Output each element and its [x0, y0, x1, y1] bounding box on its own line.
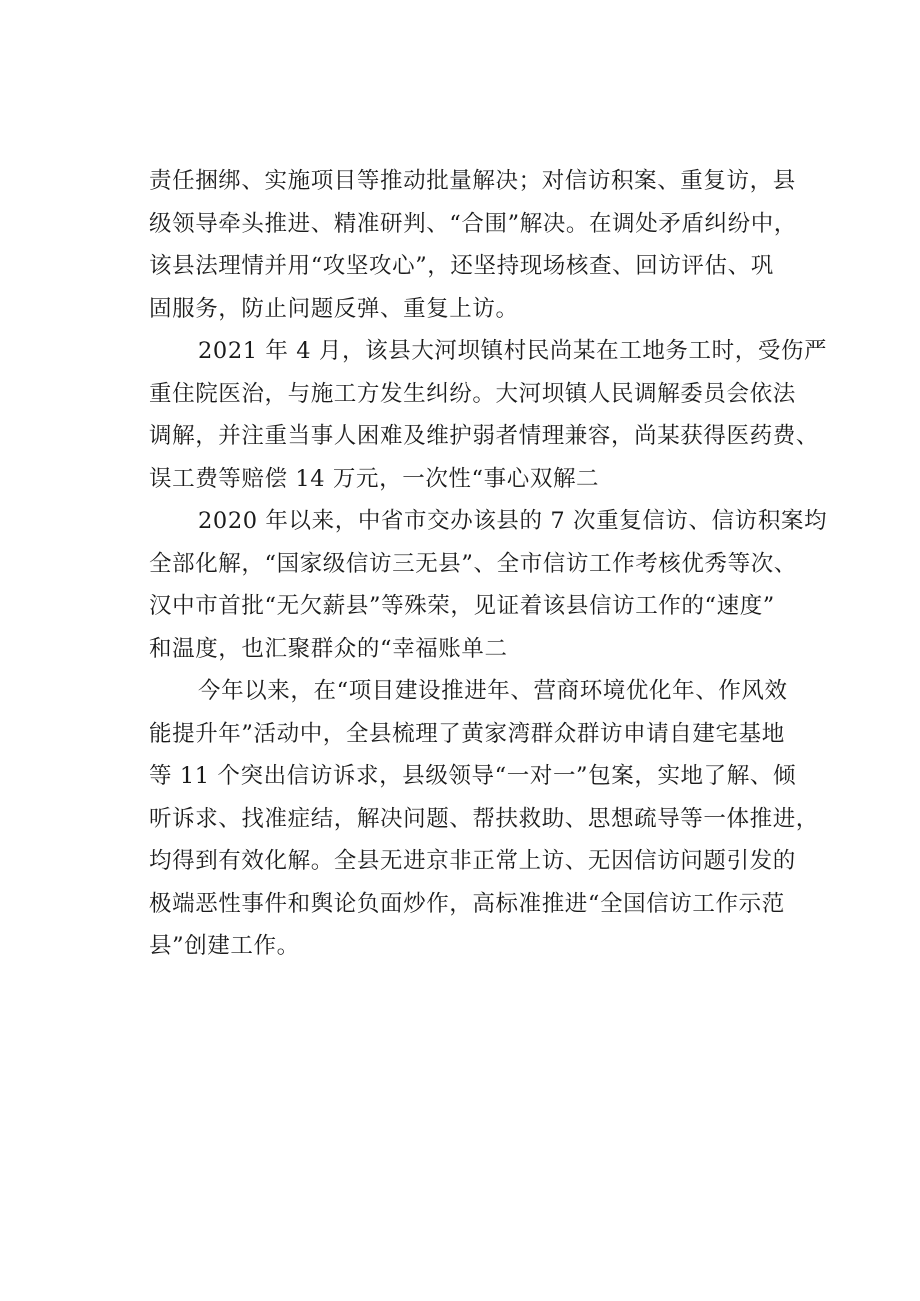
text-line: 2021 年 4 月，该县大河坝镇村民尚某在工地务工时，受伤严	[198, 338, 828, 364]
text-line: 2020 年以来，中省市交办该县的 7 次重复信访、信访积案均	[198, 508, 828, 534]
text-line: 调解，并注重当事人困难及维护弱者情理兼容，尚某获得医药费、	[149, 423, 819, 449]
text-line: 误工费等赔偿 14 万元，一次性“事心双解二	[149, 465, 600, 492]
text-line: 均得到有效化解。全县无进京非正常上访、无因信访问题引发的	[149, 848, 796, 874]
text-line: 级领导牵头推进、精准研判、“合围”解决。在调处矛盾纠纷中，	[149, 210, 797, 237]
paragraph-2	[149, 330, 829, 500]
text-line: 能提升年”活动中，全县梳理了黄家湾群众群访申请自建宅基地	[149, 720, 785, 747]
document-body	[149, 160, 829, 968]
paragraph-1	[149, 160, 829, 330]
paragraph-3	[149, 500, 829, 670]
text-line: 全部化解，“国家级信访三无县”、全市信访工作考核优秀等次、	[149, 550, 797, 577]
text-line: 该县法理情并用“攻坚攻心”，还坚持现场核查、回访评估、巩	[149, 253, 774, 279]
text-line: 极端恶性事件和舆论负面炒作，高标准推进“全国信访工作示范	[149, 890, 785, 917]
text-line: 责任捆绑、实施项目等推动批量解决；对信访积案、重复访，县	[149, 168, 796, 194]
paragraph-4	[149, 670, 829, 968]
text-line: 和温度，也汇聚群众的“幸福账单二	[149, 635, 508, 662]
text-line: 县”创建工作。	[149, 933, 300, 959]
text-line: 等 11 个突出信访诉求，县级领导“一对一”包案，实地了解、倾	[149, 763, 797, 789]
text-line: 固服务，防止问题反弹、重复上访。	[149, 295, 519, 322]
text-line: 重住院医治，与施工方发生纠纷。大河坝镇人民调解委员会依法	[149, 380, 796, 407]
text-line: 听诉求、找准症结，解决问题、帮扶救助、思想疏导等一体推进，	[149, 805, 819, 832]
text-line: 今年以来，在“项目建设推进年、营商环境优化年、作风效	[198, 678, 788, 704]
text-line: 汉中市首批“无欠薪县”等殊荣，见证着该县信访工作的“速度”	[149, 593, 775, 619]
